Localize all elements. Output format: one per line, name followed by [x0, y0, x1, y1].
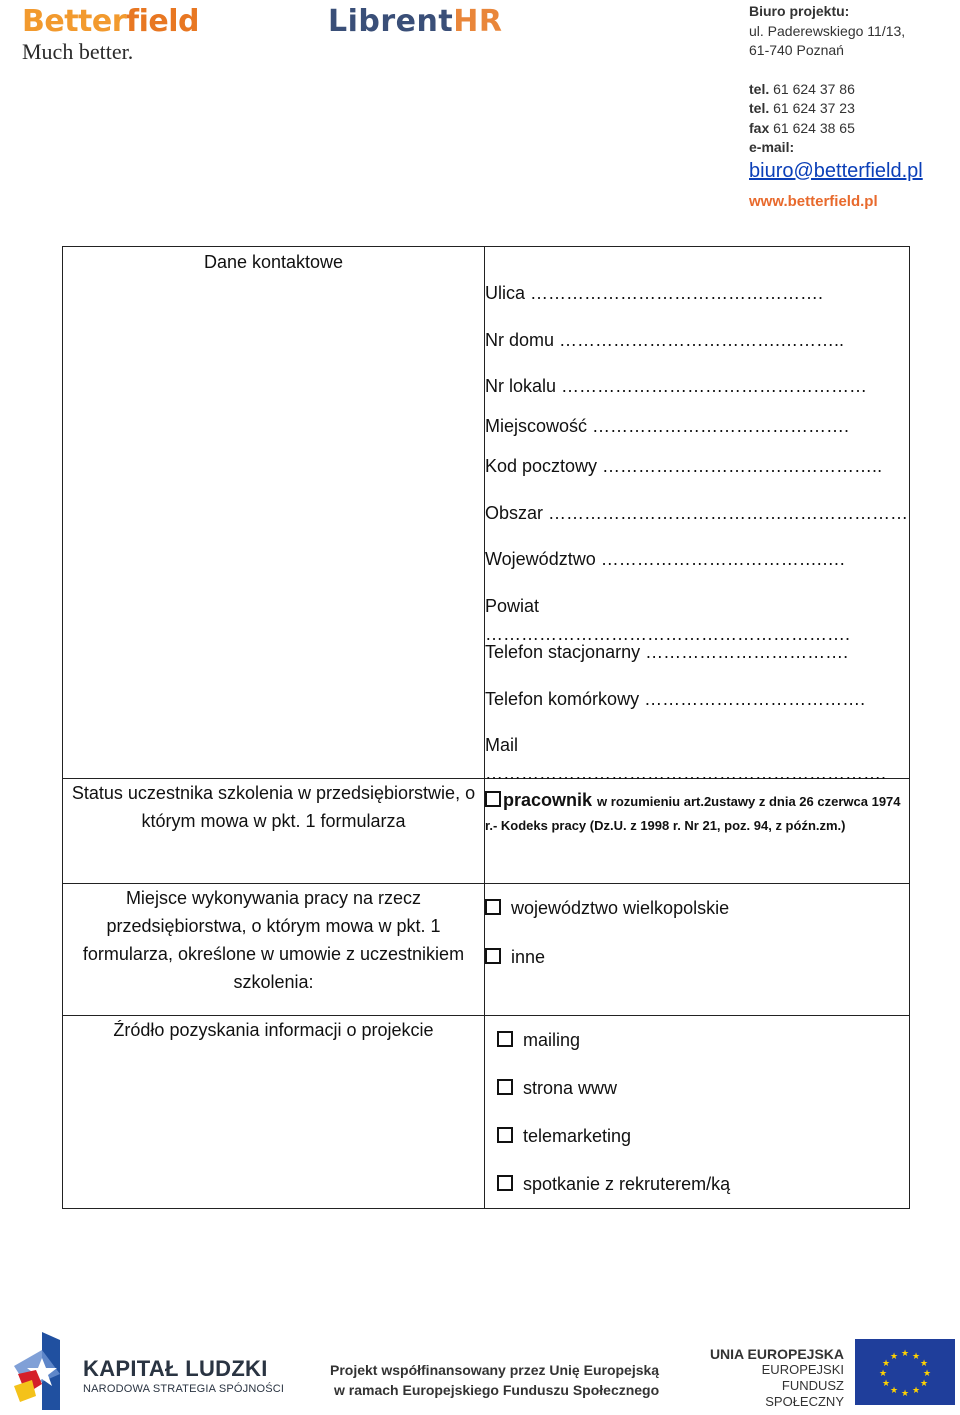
field-mail[interactable]: Mail …………………………………………………………. — [485, 735, 887, 783]
project-cofinancing-note: Projekt współfinansowany przez Unię Europejską w ramach Europejskiego Funduszu Społecznego — [330, 1362, 660, 1398]
workplace-row — [63, 884, 910, 1016]
office-street: ul. Paderewskiego 11/13, — [749, 22, 906, 39]
office-title: Biuro projektu: — [749, 3, 850, 19]
checkbox-icon[interactable] — [497, 1175, 513, 1191]
office-fax: fax 61 624 38 65 — [749, 119, 855, 136]
svg-text:★: ★ — [881, 1379, 891, 1389]
option-telemarketing[interactable]: telemarketing — [497, 1122, 909, 1170]
svg-text:★: ★ — [878, 1369, 888, 1379]
svg-text:★: ★ — [900, 1389, 910, 1399]
office-www-link[interactable]: www.betterfield.pl — [749, 192, 878, 210]
office-city: 61-740 Poznań — [749, 42, 844, 58]
eu-fund-text: UNIA EUROPEJSKA EUROPEJSKI FUNDUSZ SPOŁECZNY — [709, 1346, 844, 1409]
svg-text:★: ★ — [889, 1352, 899, 1362]
svg-text:★: ★ — [900, 1349, 910, 1359]
option-mailing[interactable]: mailing — [497, 1026, 909, 1074]
svg-text:★: ★ — [881, 1359, 891, 1369]
field-obszar[interactable]: Obszar …………………………………………………… — [485, 502, 909, 523]
office-contact-block — [749, 2, 923, 211]
pracownik-label: pracownik — [503, 790, 593, 810]
contact-fields — [485, 247, 910, 783]
checkbox-icon[interactable] — [497, 1079, 513, 1095]
office-tel-2: tel. 61 624 37 23 — [749, 100, 855, 116]
betterfield-logo: Betterfield Much better. — [22, 4, 199, 64]
contact-label: Dane kontaktowe — [63, 247, 485, 779]
betterfield-tagline: Much better. — [22, 39, 134, 64]
checkbox-icon[interactable] — [497, 1127, 513, 1143]
kapital-ludzki-emblem-icon — [12, 1330, 72, 1412]
option-strona-www[interactable]: strona www — [497, 1074, 909, 1122]
pracownik-checkbox[interactable] — [485, 791, 501, 807]
svg-text:★: ★ — [911, 1386, 921, 1396]
field-powiat[interactable]: Powiat ……………………………………………………. — [485, 595, 851, 644]
source-options — [485, 1016, 910, 1209]
source-label: Źródło pozyskania informacji o projekcie — [63, 1016, 485, 1209]
svg-text:★: ★ — [919, 1359, 929, 1369]
field-nr-domu[interactable]: Nr domu ……………………………….……….. — [485, 329, 845, 350]
workplace-options — [485, 884, 910, 1016]
status-options — [485, 779, 910, 884]
option-inne[interactable]: inne — [485, 943, 909, 971]
registration-form-table — [62, 246, 910, 1209]
status-label: Status uczestnika szkolenia w przedsiębiorstwie, o którym mowa w pkt. 1 formularza — [63, 779, 485, 884]
kapital-ludzki-text: KAPITAŁ LUDZKI NARODOWA STRATEGIA SPÓJNOŚCI — [83, 1356, 285, 1395]
field-wojewodztwo[interactable]: Województwo ……………………………….…. — [485, 549, 845, 569]
librenthr-logo: LibrentHR — [328, 4, 503, 39]
office-tel-1: tel. 61 624 37 86 — [749, 80, 855, 97]
option-spotkanie[interactable]: spotkanie z rekruterem/ką — [497, 1170, 909, 1198]
status-row — [63, 779, 910, 884]
checkbox-icon[interactable] — [485, 948, 501, 964]
field-miejscowosc[interactable]: Miejscowość ……………………………………. — [485, 416, 850, 436]
contact-row — [63, 247, 910, 779]
svg-text:★: ★ — [889, 1386, 899, 1396]
checkbox-icon[interactable] — [485, 899, 501, 915]
svg-text:★: ★ — [911, 1352, 921, 1362]
field-nr-lokalu[interactable]: Nr lokalu …………………………………………… — [485, 376, 868, 396]
source-row — [63, 1016, 910, 1209]
office-email-label: e-mail: — [749, 139, 795, 155]
checkbox-icon[interactable] — [497, 1031, 513, 1047]
field-ulica[interactable]: Ulica …………………………………………. — [485, 283, 824, 303]
svg-text:★: ★ — [922, 1369, 932, 1379]
field-telefon-komorkowy[interactable]: Telefon komórkowy ………………………………. — [485, 688, 866, 709]
eu-flag-icon — [855, 1339, 955, 1405]
option-wojewodztwo-wielkopolskie[interactable]: województwo wielkopolskie — [485, 894, 909, 943]
pracownik-note: w rozumieniu art.2ustawy z dnia 26 czerwca 1974 r.- Kodeks pracy (Dz.U. z 1998 r. Nr 21, poz. 94, z późn.zm.) — [485, 794, 901, 833]
field-kod-pocztowy[interactable]: Kod pocztowy ……………………………………….. — [485, 456, 883, 476]
office-email-link[interactable]: biuro@betterfield.pl — [749, 159, 923, 182]
workplace-label: Miejsce wykonywania pracy na rzecz przedsiębiorstwa, o którym mowa w pkt. 1 formularza, określone w umowie z uczestnikiem szkolenia: — [63, 884, 485, 1016]
svg-text:★: ★ — [919, 1379, 929, 1389]
field-telefon-stacjonarny[interactable]: Telefon stacjonarny ……………………………. — [485, 642, 849, 662]
